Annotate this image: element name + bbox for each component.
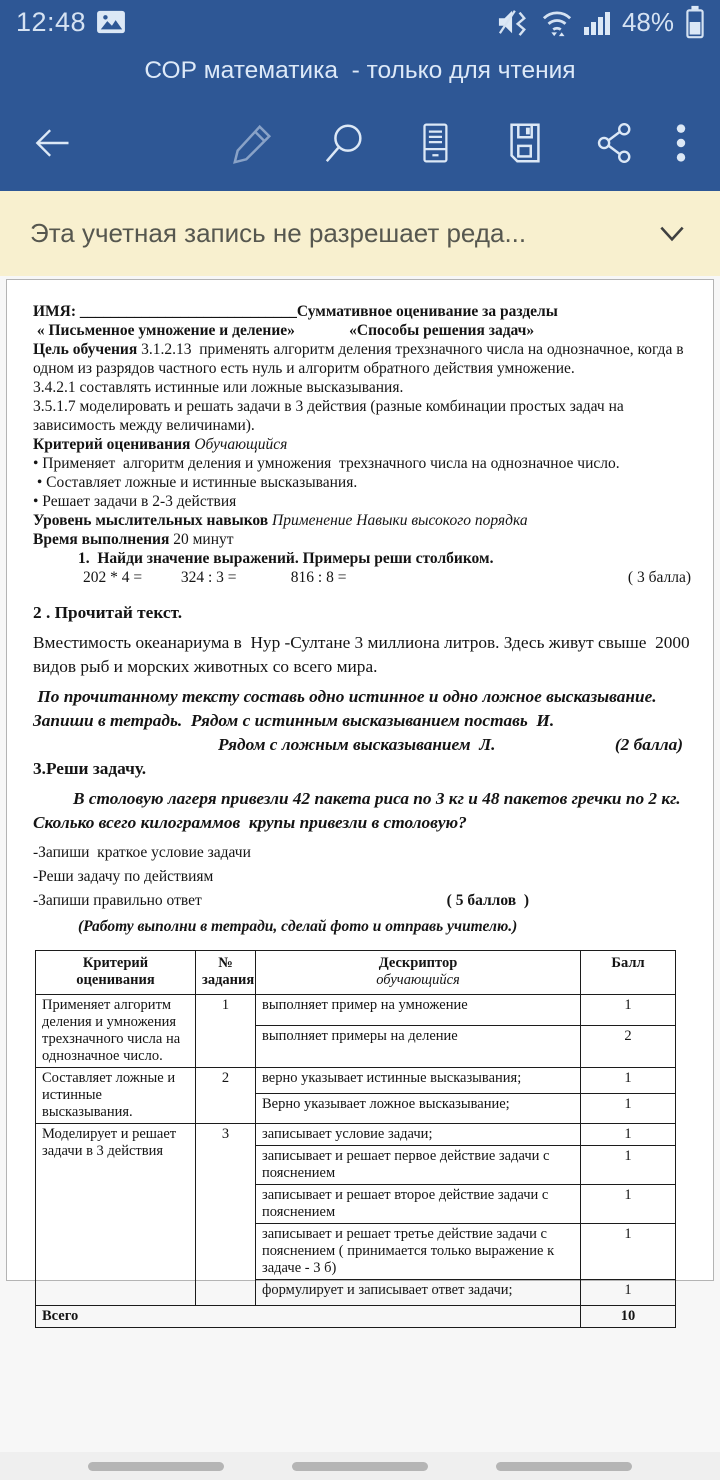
doc-paragraph: -Реши задачу по действиям bbox=[33, 868, 214, 885]
doc-paragraph: Вместимость океанариума в Нур -Султане 3 миллиона литров. Здесь живут свыше 2000 видов рыб и морских животных со всего мира. bbox=[33, 633, 695, 676]
document-page bbox=[6, 279, 714, 1324]
save-button[interactable] bbox=[502, 120, 548, 166]
gesture-navigation-bar bbox=[0, 1452, 720, 1480]
table-cell: 1 bbox=[196, 995, 256, 1068]
table-cell: Составляет ложные и истинные высказывания. bbox=[36, 1068, 196, 1124]
table-cell: записывает и решает третье действие задачи с пояснением ( принимается только выражение к задаче - 3 б) bbox=[256, 1224, 581, 1280]
doc-paragraph: -Запиши правильно ответ ( 5 баллов ) bbox=[33, 892, 529, 909]
doc-paragraph: • Решает задачи в 2-3 действия bbox=[33, 493, 237, 510]
table-cell: 10 bbox=[581, 1306, 676, 1328]
battery-percent: 48% bbox=[621, 6, 674, 37]
back-arrow-icon bbox=[30, 121, 74, 165]
table-header-cell: № задания bbox=[196, 951, 256, 995]
table-cell: 1 bbox=[581, 1068, 676, 1094]
back-button[interactable] bbox=[30, 121, 74, 165]
table-row bbox=[36, 1124, 676, 1146]
table-cell: 1 bbox=[581, 1280, 676, 1306]
share-button[interactable] bbox=[594, 120, 638, 166]
table-cell: 3 bbox=[196, 1124, 256, 1306]
table-cell: формулирует и записывает ответ задачи; bbox=[256, 1280, 581, 1306]
doc-paragraph: (Работу выполни в тетради, сделай фото и отправь учителю.) bbox=[78, 918, 518, 935]
doc-paragraph: Рядом с ложным высказыванием Л. (2 балла) bbox=[218, 735, 683, 754]
doc-paragraph: Критерий оценивания Обучающийся bbox=[33, 436, 288, 453]
doc-paragraph: • Применяет алгоритм деления и умножения трехзначного числа на однозначное число. bbox=[33, 455, 620, 472]
overflow-menu-icon bbox=[672, 120, 690, 166]
table-row bbox=[36, 1068, 676, 1094]
table-cell: Всего bbox=[36, 1306, 581, 1328]
table-cell: 1 bbox=[581, 1224, 676, 1280]
doc-paragraph: • Составляет ложные и истинные высказывания. bbox=[33, 474, 358, 491]
table-cell: Моделирует и решает задачи в 3 действия bbox=[36, 1124, 196, 1306]
back-handle[interactable] bbox=[496, 1462, 632, 1471]
home-handle[interactable] bbox=[292, 1462, 428, 1471]
mobile-view-icon bbox=[414, 120, 456, 166]
table-cell: Применяет алгоритм деления и умножения трехзначного числа на однозначное число. bbox=[36, 995, 196, 1068]
doc-paragraph: 2 . Прочитай текст. bbox=[33, 603, 183, 622]
table-header-cell: Критерий оценивания bbox=[36, 951, 196, 995]
table-cell: 1 bbox=[581, 1146, 676, 1185]
doc-paragraph: 3.Реши задачу. bbox=[33, 759, 147, 778]
table-header-cell: Балл bbox=[581, 951, 676, 995]
mute-vibrate-icon bbox=[496, 7, 530, 37]
document-viewer[interactable] bbox=[0, 276, 720, 1460]
table-cell: 2 bbox=[581, 1025, 676, 1067]
doc-paragraph: По прочитанному тексту составь одно истинное и одно ложное высказывание. Запиши в тетрадь. Рядом с истинным высказыванием поставь И. bbox=[33, 687, 661, 730]
table-header-cell: Дескриптор обучающийся bbox=[256, 951, 581, 995]
doc-paragraph: 3.4.2.1 составлять истинные или ложные высказывания. bbox=[33, 379, 404, 396]
banner-message: Эта учетная запись не разрешает реда... bbox=[30, 218, 527, 248]
rubric-table-body bbox=[36, 951, 676, 1328]
wifi-icon bbox=[540, 7, 574, 37]
toolbar bbox=[0, 100, 720, 191]
table-cell: 1 bbox=[581, 1185, 676, 1224]
readonly-banner[interactable] bbox=[0, 191, 720, 276]
recents-handle[interactable] bbox=[88, 1462, 224, 1471]
doc-body bbox=[33, 302, 697, 936]
battery-icon bbox=[684, 5, 706, 39]
image-icon bbox=[96, 9, 126, 35]
table-cell: выполняет пример на умножение bbox=[256, 995, 581, 1026]
edit-button[interactable] bbox=[230, 120, 276, 166]
table-cell: 2 bbox=[196, 1068, 256, 1124]
doc-paragraph: Уровень мыслительных навыков Применение Навыки высокого порядка bbox=[33, 512, 528, 529]
clock-time: 12:48 bbox=[16, 6, 87, 37]
signal-strength-icon bbox=[584, 8, 612, 36]
doc-paragraph: 3.5.1.7 моделировать и решать задачи в 3 действия (разные комбинации простых задач на зависимость между величинами). bbox=[33, 398, 628, 434]
doc-paragraph: 1. Найди значение выражений. Примеры реши столбиком. bbox=[78, 550, 494, 567]
doc-paragraph: Цель обучения 3.1.2.13 применять алгоритм деления трехзначного числа на однозначное, когда в одном из разрядов частного есть нуль и алгоритм обратного действия умножение. bbox=[33, 341, 688, 377]
rubric-table bbox=[35, 950, 676, 1328]
doc-paragraph: В столовую лагеря привезли 42 пакета риса по 3 кг и 48 пакетов гречки по 2 кг. Сколько всего килограммов крупы привезли в столовую? bbox=[33, 789, 685, 832]
mobile-view-button[interactable] bbox=[414, 120, 456, 166]
table-cell: 1 bbox=[581, 1124, 676, 1146]
search-icon bbox=[322, 120, 368, 166]
table-cell: верно указывает истинные высказывания; bbox=[256, 1068, 581, 1094]
table-row bbox=[36, 995, 676, 1026]
edit-pencil-icon bbox=[230, 120, 276, 166]
table-cell: Верно указывает ложное высказывание; bbox=[256, 1093, 581, 1123]
doc-paragraph: Время выполнения 20 минут bbox=[33, 531, 234, 548]
share-icon bbox=[594, 120, 638, 166]
status-bar bbox=[0, 0, 720, 42]
doc-paragraph: -Запиши краткое условие задачи bbox=[33, 844, 251, 861]
doc-paragraph: 202 * 4 = 324 : 3 = 816 : 8 = ( 3 балла) bbox=[83, 569, 691, 586]
table-cell: выполняет примеры на деление bbox=[256, 1025, 581, 1067]
save-icon bbox=[502, 120, 548, 166]
table-cell: записывает и решает второе действие задачи с пояснением bbox=[256, 1185, 581, 1224]
table-row bbox=[36, 1306, 676, 1328]
table-cell: 1 bbox=[581, 1093, 676, 1123]
search-button[interactable] bbox=[322, 120, 368, 166]
table-cell: записывает и решает первое действие задачи с пояснением bbox=[256, 1146, 581, 1185]
doc-paragraph: « Письменное умножение и деление» «Способы решения задач» bbox=[33, 322, 535, 339]
document-title: СОР математика - только для чтения bbox=[144, 57, 576, 84]
doc-paragraph: ИМЯ: ____________________________Суммативное оценивание за разделы bbox=[33, 303, 558, 320]
chevron-down-icon[interactable] bbox=[656, 223, 688, 245]
app-title-bar bbox=[0, 42, 720, 100]
table-cell: записывает условие задачи; bbox=[256, 1124, 581, 1146]
overflow-menu-button[interactable] bbox=[672, 120, 690, 166]
table-cell: 1 bbox=[581, 995, 676, 1026]
